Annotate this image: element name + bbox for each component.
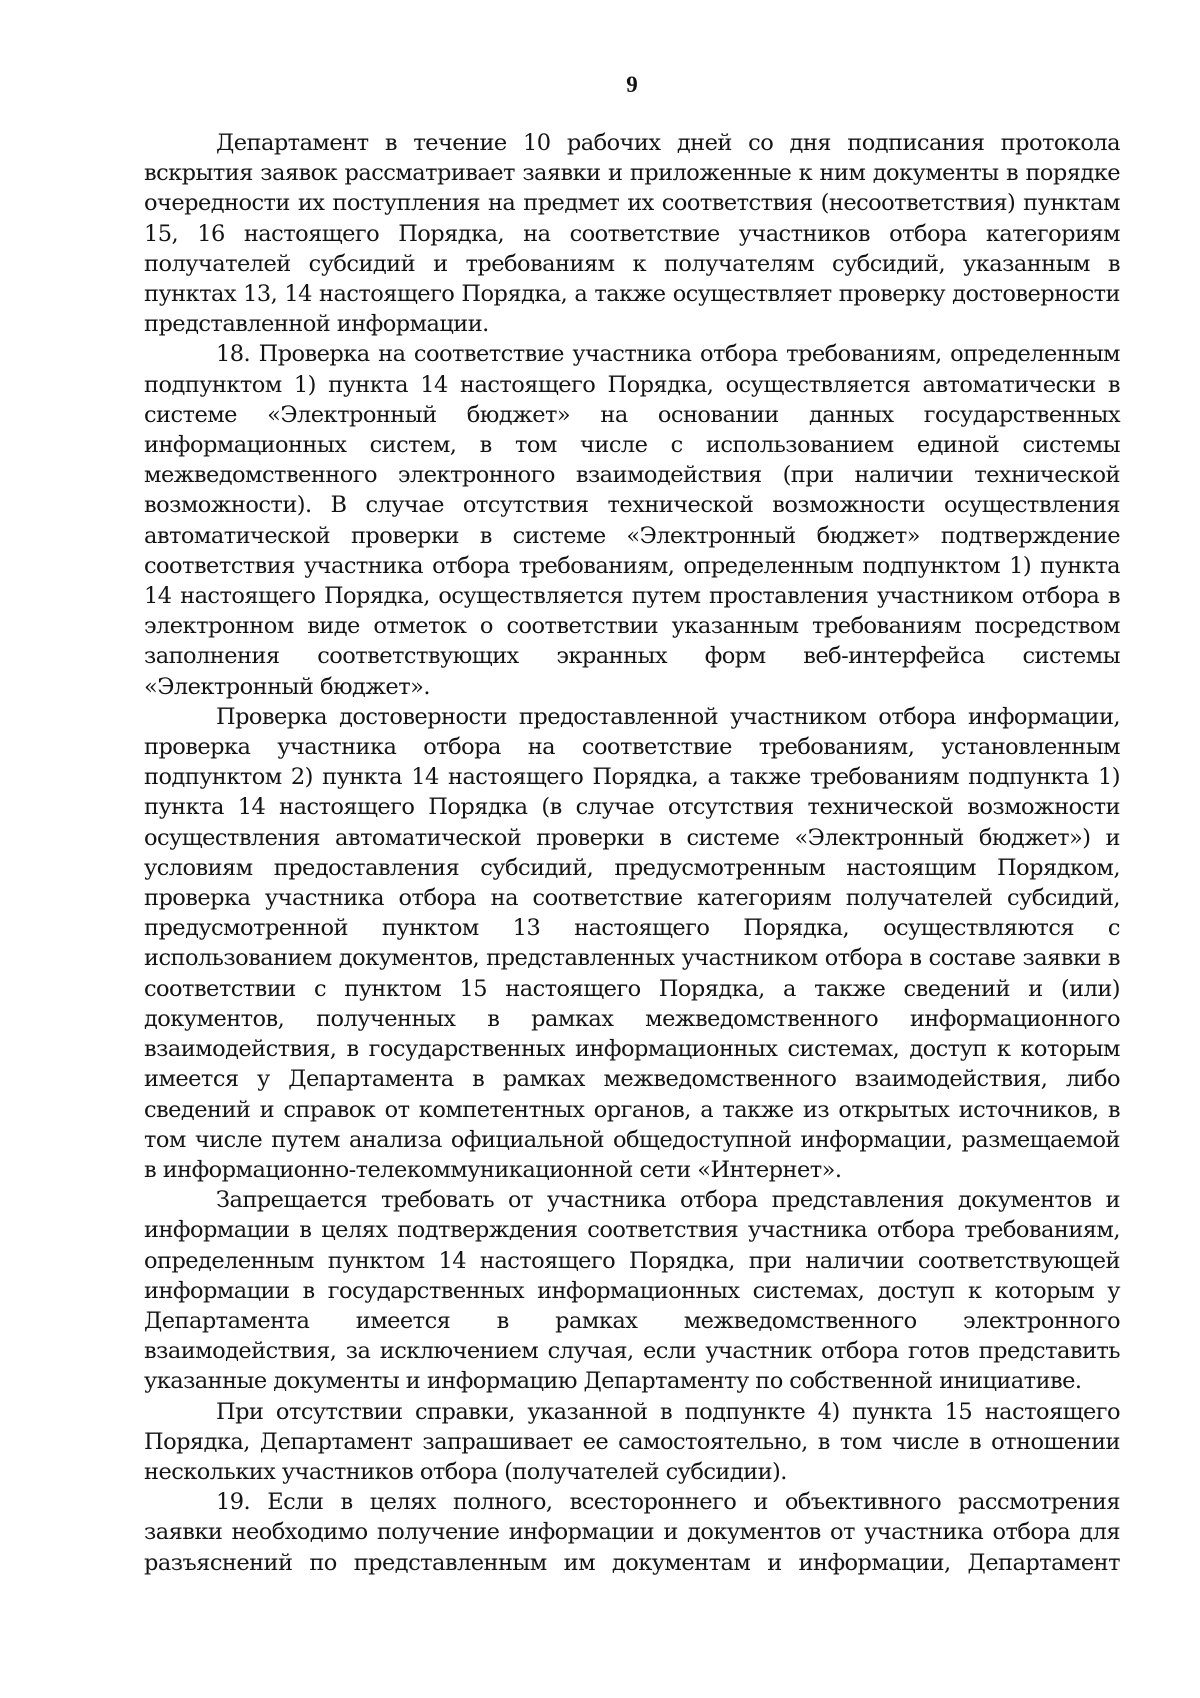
paragraph-verification: Проверка достоверности предоставленной участником отбора информации, проверка участника отбора на соответствие требованиям, установленным подпунктом 2) пункта 14 настоящего Порядка, а также требованиям подпункта 1) пункта 14 настоящего Порядка (в случае отсутствия технической возможности осуществления автоматической проверки в системе «Электронный бюджет») и условиям предоставления субсидий, предусмотренным настоящим Порядком, проверка участника отбора на соответствие категориям получателей субсидий, предусмотренной пунктом 13 настоящего Порядка, осуществляются с использованием документов, представленных участником отбора в составе заявки в соответствии с пунктом 15 настоящего Порядка, а также сведений и (или) документов, полученных в рамках межведомственного информационного взаимодействия, в государственных информационных системах, доступ к которым имеется у Департамента в рамках межведомственного взаимодействия, либо сведений и справок от компетентных органов, а также из открытых источников, в том числе путем анализа официальной общедоступной информации, размещаемой в информационно-телекоммуникационной сети «Интернет». bbox=[144, 703, 1120, 1183]
document-body bbox=[144, 128, 1120, 1578]
paragraph-19: 19. Если в целях полного, всестороннего и объективного рассмотрения заявки необходимо получение информации и документов от участника отбора для разъяснений по представленным им документам и информации, Департамент bbox=[144, 1489, 1120, 1576]
paragraph-18: 18. Проверка на соответствие участника отбора требованиям, определенным подпунктом 1) пункта 14 настоящего Порядка, осуществляется автоматически в системе «Электронный бюджет» на основании данных государственных информационных систем, в том числе с использованием единой системы межведомственного электронного взаимодействия (при наличии технической возможности). В случае отсутствия технической возможности осуществления автоматической проверки в системе «Электронный бюджет» подтверждение соответствия участника отбора требованиям, определенным подпунктом 1) пункта 14 настоящего Порядка, осуществляется путем проставления участником отбора в электронном виде отметок о соответствии указанным требованиям посредством заполнения соответствующих экранных форм веб-интерфейса системы «Электронный бюджет». bbox=[144, 341, 1120, 700]
paragraph-prohibition: Запрещается требовать от участника отбора представления документов и информации в целях подтверждения соответствия участника отбора требованиям, определенным пунктом 14 настоящего Порядка, при наличии соответствующей информации в государственных информационных системах, доступ к которым у Департамента имеется в рамках межведомственного электронного взаимодействия, за исключением случая, если участник отбора готов представить указанные документы и информацию Департаменту по собственной инициативе. bbox=[144, 1187, 1120, 1395]
paragraph-certificate: При отсутствии справки, указанной в подпункте 4) пункта 15 настоящего Порядка, Департамент запрашивает ее самостоятельно, в том числе в отношении нескольких участников отбора (получателей субсидии). bbox=[144, 1398, 1120, 1485]
paragraph-1: Департамент в течение 10 рабочих дней со дня подписания протокола вскрытия заявок рассматривает заявки и приложенные к ним документы в порядке очередности их поступления на предмет их соответствия (несоответствия) пунктам 15, 16 настоящего Порядка, на соответствие участников отбора категориям получателей субсидий и требованиям к получателям субсидий, указанным в пунктах 13, 14 настоящего Порядка, а также осуществляет проверку достоверности представленной информации. bbox=[144, 130, 1120, 338]
page-number: 9 bbox=[626, 72, 638, 97]
